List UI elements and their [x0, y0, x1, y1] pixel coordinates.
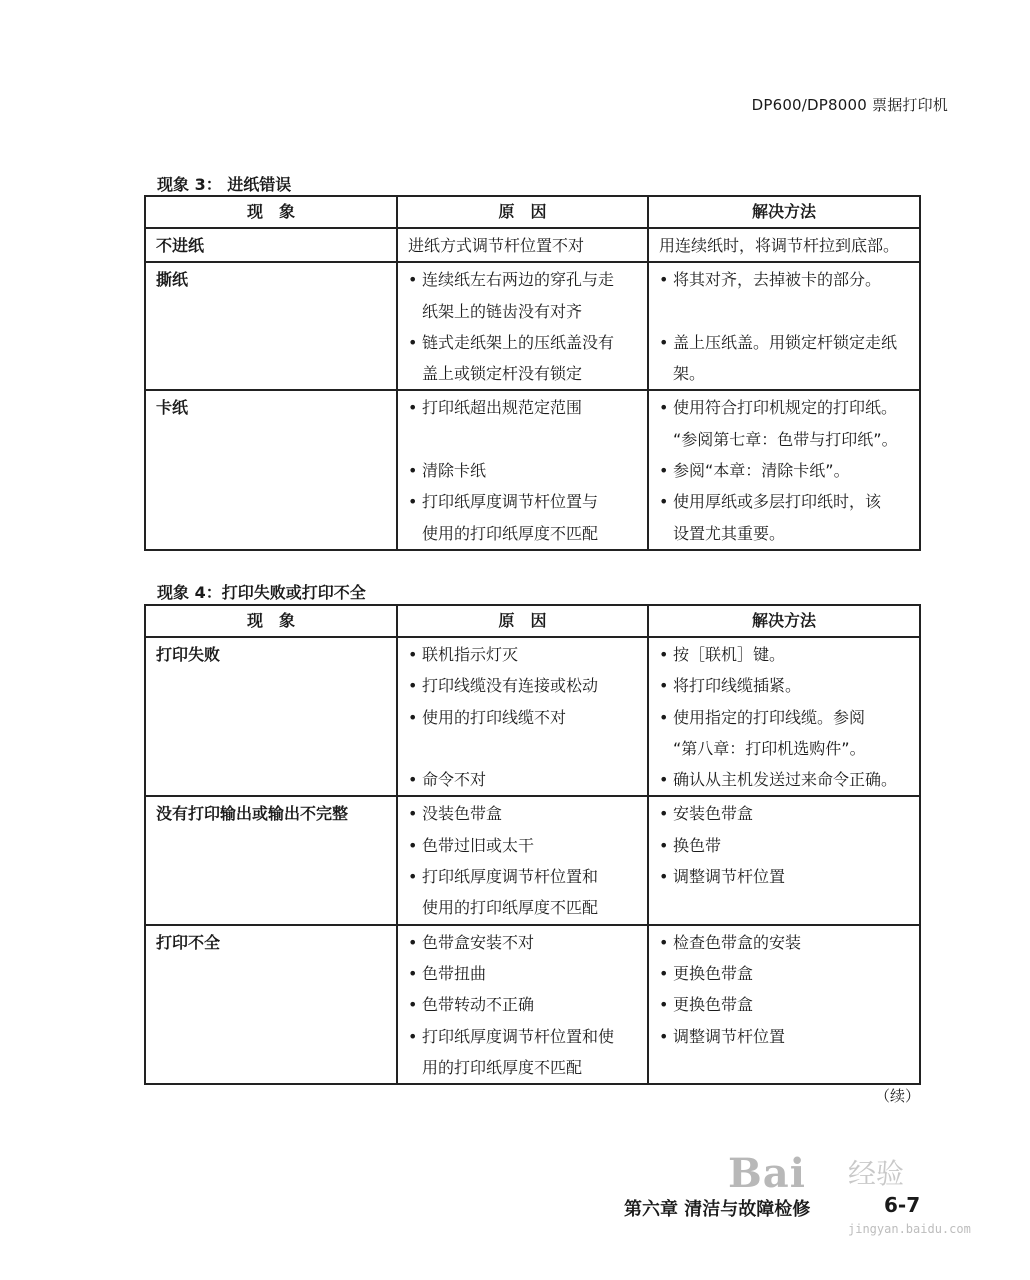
bullet-item: [649, 927, 919, 958]
line-text: 清除卡纸: [422, 461, 487, 481]
bullet-item: [398, 455, 647, 486]
cause-cell: [397, 925, 648, 1084]
continuation-line: [649, 733, 919, 764]
solution-cell: [648, 925, 920, 1084]
line-text: 使用厚纸或多层打印纸时，该: [673, 492, 882, 512]
line-text: 联机指示灯灭: [422, 645, 519, 664]
bullet-item: [398, 670, 647, 701]
cause-cell: [397, 228, 648, 262]
symptom-cell: 卡纸: [145, 390, 397, 549]
line-text: 打印纸厚度调节杆位置与: [422, 492, 599, 512]
column-header-cause: 原 因: [397, 605, 648, 637]
continued-note: （续）: [874, 1087, 920, 1105]
bullet-item: [398, 798, 647, 829]
continuation-line: [649, 358, 919, 389]
line-text: 更换色带盒: [673, 995, 754, 1015]
continuation-line: [398, 892, 647, 923]
line-text: “第八章：打印机选购件”。: [673, 738, 866, 758]
bullet-item: [649, 1021, 919, 1052]
bullet-icon: •: [659, 1026, 669, 1046]
solution-cell: [648, 390, 920, 549]
bullet-item: [649, 670, 919, 701]
line-text: 纸架上的链齿没有对齐: [422, 301, 583, 321]
bullet-item: [398, 230, 647, 261]
line-text: 参阅“本章：清除卡纸”。: [673, 461, 850, 481]
bullet-item: [398, 639, 647, 670]
page-number: 6-7: [884, 1193, 921, 1217]
column-header-symptom: 现 象: [145, 605, 397, 637]
line-text: 按［联机］键。: [673, 645, 786, 664]
bullet-icon: •: [659, 492, 669, 512]
bullet-icon: •: [659, 461, 669, 481]
line-text: 将打印线缆插紧。: [673, 676, 802, 696]
bullet-icon: •: [408, 963, 418, 983]
line-text: 链式走纸架上的压纸盖没有: [422, 332, 615, 352]
line-text: 连续纸左右两边的穿孔与走: [422, 270, 615, 290]
bullet-icon: •: [659, 676, 669, 696]
watermark-brand: Bai: [728, 1150, 806, 1197]
bullet-item: [398, 861, 647, 892]
bullet-item: [649, 958, 919, 989]
bullet-item: [398, 702, 647, 733]
bullet-icon: •: [659, 398, 669, 418]
bullet-icon: •: [659, 270, 669, 290]
line-text: 色带过旧或太干: [422, 835, 535, 855]
blank-line: [649, 296, 919, 327]
bullet-item: [649, 392, 919, 423]
bullet-icon: •: [408, 398, 418, 418]
bullet-item: [398, 989, 647, 1020]
bullet-icon: •: [659, 804, 669, 824]
bullet-icon: •: [659, 707, 669, 727]
line-text: 色带转动不正确: [422, 995, 535, 1015]
bullet-item: [649, 230, 919, 261]
section-title-4: 现象 4：打印失败或打印不全: [157, 583, 366, 602]
line-text: 调整调节杆位置: [673, 1026, 786, 1046]
bullet-icon: •: [659, 835, 669, 855]
line-text: 进纸方式调节杆位置不对: [408, 236, 585, 255]
line-text: 用连续纸时，将调节杆拉到底部。: [659, 236, 900, 255]
line-text: 命令不对: [422, 770, 487, 790]
cause-cell: [397, 637, 648, 796]
watermark-url: jingyan.baidu.com: [848, 1222, 971, 1236]
column-header-solution: 解决方法: [648, 196, 920, 228]
bullet-icon: •: [408, 461, 418, 481]
line-text: 将其对齐，去掉被卡的部分。: [673, 270, 882, 290]
bullet-icon: •: [408, 645, 418, 664]
line-text: 换色带: [673, 835, 722, 855]
bullet-item: [398, 392, 647, 423]
solution-cell: [648, 637, 920, 796]
table-row: [145, 637, 920, 796]
bullet-icon: •: [408, 867, 418, 887]
bullet-item: [649, 455, 919, 486]
line-text: 调整调节杆位置: [673, 867, 786, 887]
column-header-solution: 解决方法: [648, 605, 920, 637]
symptom-cell: 没有打印输出或输出不完整: [145, 796, 397, 924]
bullet-item: [649, 639, 919, 670]
cause-cell: [397, 390, 648, 549]
bullet-item: [398, 927, 647, 958]
line-text: 盖上或锁定杆没有锁定: [422, 364, 583, 384]
line-text: 打印纸超出规范定范围: [422, 398, 583, 418]
line-text: 用的打印纸厚度不匹配: [422, 1057, 583, 1077]
continuation-line: [398, 296, 647, 327]
line-text: 使用的打印纸厚度不匹配: [422, 523, 599, 543]
line-text: 检查色带盒的安装: [673, 932, 802, 952]
line-text: 确认从主机发送过来命令正确。: [673, 770, 898, 790]
line-text: 安装色带盒: [673, 804, 754, 824]
solution-cell: [648, 796, 920, 924]
solution-cell: [648, 262, 920, 390]
watermark-sub: 经验: [848, 1157, 905, 1190]
line-text: 打印纸厚度调节杆位置和使: [422, 1026, 615, 1046]
bullet-item: [398, 1021, 647, 1052]
line-text: 打印纸厚度调节杆位置和: [422, 867, 599, 887]
line-text: 使用的打印线缆不对: [422, 707, 567, 727]
line-text: 没装色带盒: [422, 804, 503, 824]
bullet-item: [649, 264, 919, 295]
section-title-3: 现象 3： 进纸错误: [157, 175, 292, 194]
column-header-symptom: 现 象: [145, 196, 397, 228]
bullet-icon: •: [408, 995, 418, 1015]
solution-cell: [648, 228, 920, 262]
symptom-cell: 打印失败: [145, 637, 397, 796]
blank-line: [398, 733, 647, 764]
line-text: 色带扭曲: [422, 963, 487, 983]
bullet-icon: •: [408, 676, 418, 696]
bullet-item: [649, 486, 919, 517]
symptom-cell: 不进纸: [145, 228, 397, 262]
bullet-item: [649, 798, 919, 829]
bullet-item: [398, 764, 647, 795]
table-row: [145, 390, 920, 549]
bullet-item: [649, 989, 919, 1020]
line-text: 架。: [673, 364, 706, 384]
bullet-icon: •: [659, 867, 669, 887]
bullet-icon: •: [659, 995, 669, 1015]
bullet-icon: •: [408, 835, 418, 855]
continuation-line: [649, 518, 919, 549]
line-text: 使用的打印纸厚度不匹配: [422, 898, 599, 918]
line-text: “参阅第七章：色带与打印纸”。: [673, 429, 898, 449]
bullet-icon: •: [408, 707, 418, 727]
bullet-item: [649, 327, 919, 358]
bullet-item: [398, 327, 647, 358]
table-row: [145, 228, 920, 262]
bullet-icon: •: [659, 770, 669, 790]
column-header-cause: 原 因: [397, 196, 648, 228]
document-header: DP600/DP8000 票据打印机: [751, 96, 948, 114]
line-text: 色带盒安装不对: [422, 932, 535, 952]
bullet-item: [649, 861, 919, 892]
bullet-icon: •: [408, 1026, 418, 1046]
cause-cell: [397, 796, 648, 924]
bullet-icon: •: [659, 963, 669, 983]
bullet-item: [398, 264, 647, 295]
symptom-cell: 打印不全: [145, 925, 397, 1084]
bullet-icon: •: [408, 804, 418, 824]
blank-line: [398, 424, 647, 455]
continuation-line: [398, 1052, 647, 1083]
bullet-icon: •: [659, 332, 669, 352]
bullet-item: [649, 830, 919, 861]
line-text: 打印线缆没有连接或松动: [422, 676, 599, 696]
bullet-item: [649, 702, 919, 733]
bullet-item: [398, 958, 647, 989]
table-header-row: [145, 196, 920, 228]
table-header-row: [145, 605, 920, 637]
fault-table-print-failure: [144, 604, 921, 1085]
bullet-icon: •: [408, 770, 418, 790]
table-row: [145, 925, 920, 1084]
bullet-icon: •: [408, 270, 418, 290]
line-text: 设置尤其重要。: [673, 523, 786, 543]
continuation-line: [398, 358, 647, 389]
table-row: [145, 262, 920, 390]
bullet-icon: •: [408, 332, 418, 352]
line-text: 更换色带盒: [673, 963, 754, 983]
continuation-line: [398, 518, 647, 549]
line-text: 使用符合打印机规定的打印纸。: [673, 398, 898, 418]
fault-table-paper-feed: [144, 195, 921, 551]
bullet-icon: •: [659, 645, 669, 664]
bullet-icon: •: [408, 492, 418, 512]
symptom-cell: 撕纸: [145, 262, 397, 390]
table-row: [145, 796, 920, 924]
bullet-item: [649, 764, 919, 795]
bullet-item: [398, 830, 647, 861]
bullet-item: [398, 486, 647, 517]
bullet-icon: •: [659, 932, 669, 952]
footer-chapter: 第六章 清洁与故障检修: [624, 1199, 811, 1220]
continuation-line: [649, 424, 919, 455]
bullet-icon: •: [408, 932, 418, 952]
line-text: 盖上压纸盖。用锁定杆锁定走纸: [673, 332, 898, 352]
cause-cell: [397, 262, 648, 390]
line-text: 使用指定的打印线缆。参阅: [673, 707, 866, 727]
